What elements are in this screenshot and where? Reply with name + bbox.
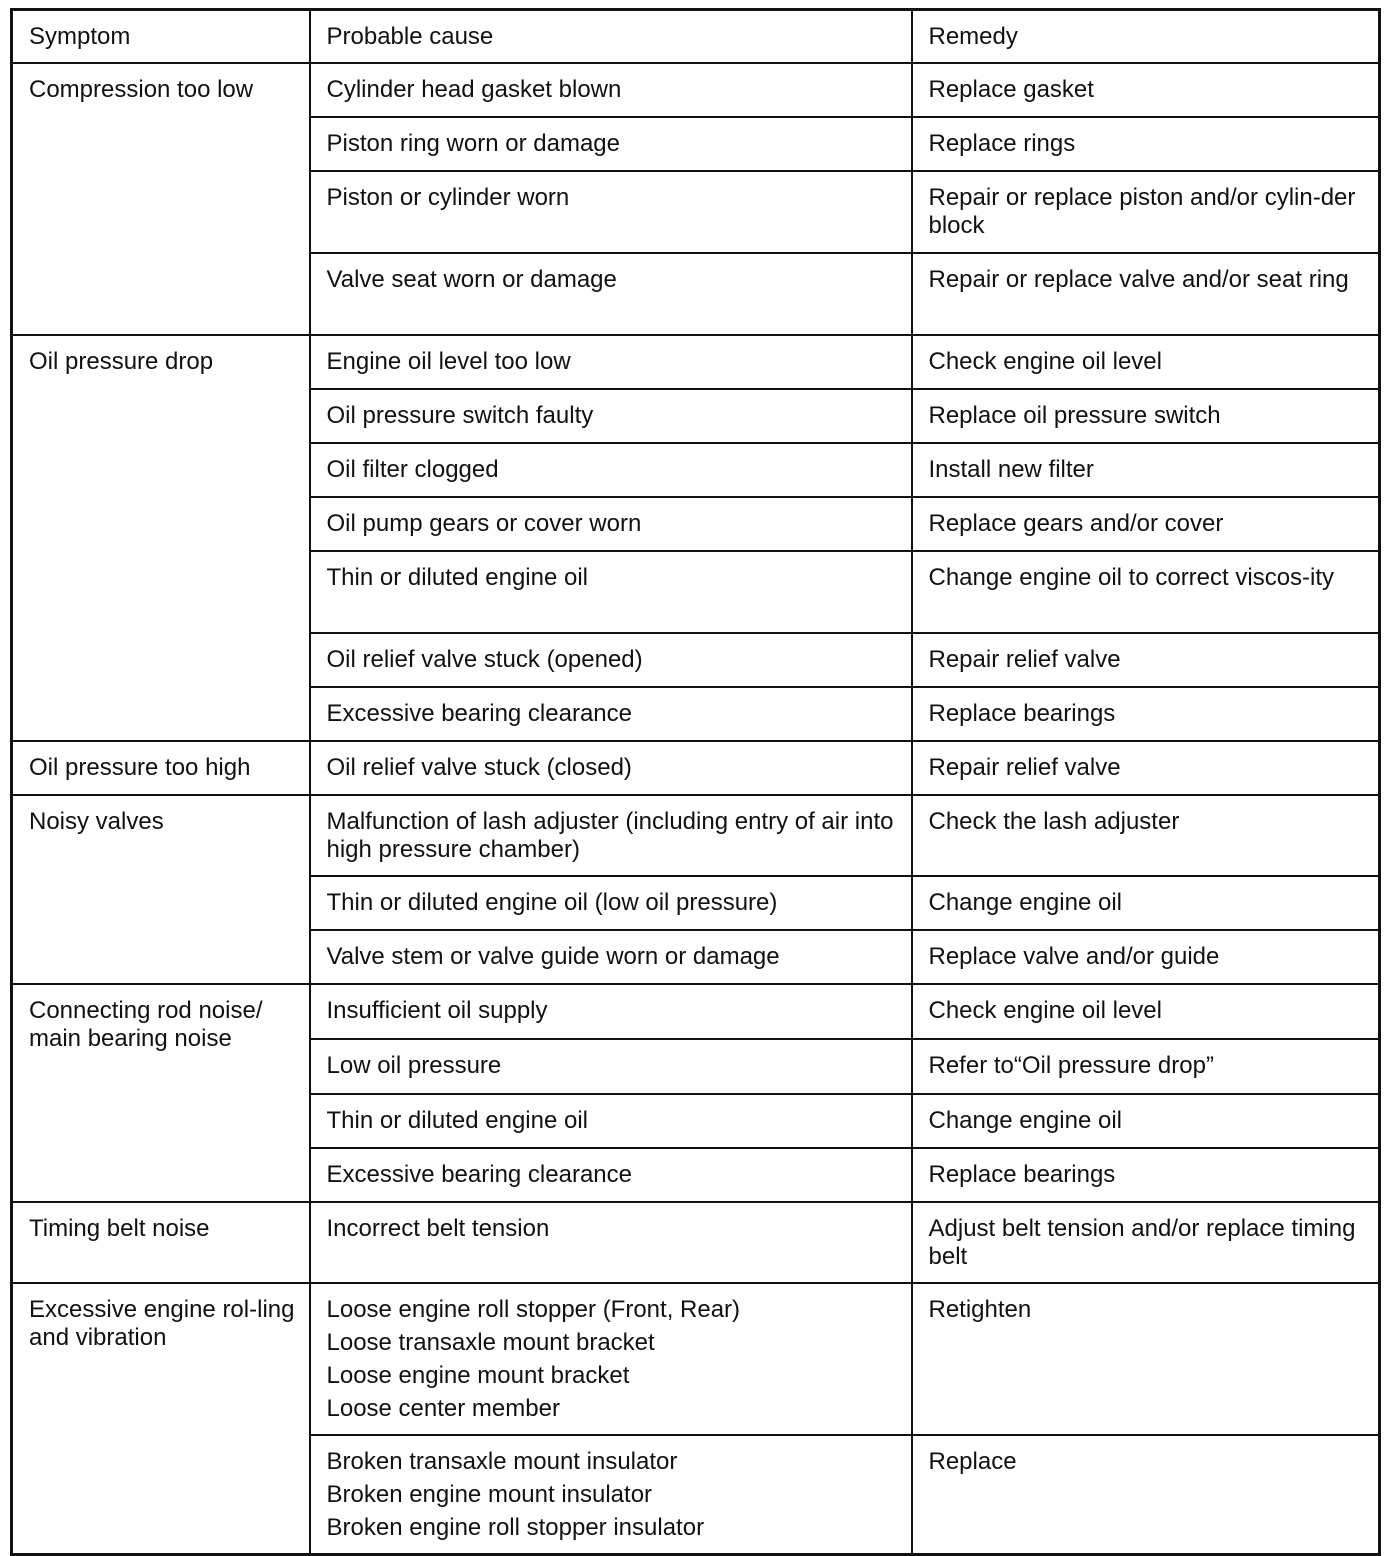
table-row [12, 795, 1380, 876]
cause-cell: Cylinder head gasket blown [310, 63, 912, 117]
troubleshooting-sheet [10, 8, 1378, 1549]
cause-cell: Valve seat worn or damage [310, 253, 912, 335]
troubleshooting-table [10, 8, 1381, 1556]
cause-cell: Low oil pressure [310, 1039, 912, 1094]
cause-cell: Incorrect belt tension [310, 1202, 912, 1283]
symptom-cell: Oil pressure drop [12, 335, 310, 741]
symptom-cell: Connecting rod noise/ main bearing noise [12, 984, 310, 1202]
table-row [12, 1202, 1380, 1283]
remedy-cell: Change engine oil [912, 1094, 1380, 1148]
cause-cell: Oil pump gears or cover worn [310, 497, 912, 551]
remedy-cell: Change engine oil [912, 876, 1380, 930]
cause-cell: Oil relief valve stuck (closed) [310, 741, 912, 795]
symptom-cell: Oil pressure too high [12, 741, 310, 795]
table-row [12, 984, 1380, 1039]
remedy-cell: Repair relief valve [912, 741, 1380, 795]
cause-cell: Oil filter clogged [310, 443, 912, 497]
cause-cell: Excessive bearing clearance [310, 687, 912, 741]
cause-cell: Thin or diluted engine oil [310, 1094, 912, 1148]
cause-line: Broken transaxle mount insulator [326, 1447, 678, 1475]
remedy-cell: Repair or replace valve and/or seat ring [912, 253, 1380, 335]
cause-cell: Excessive bearing clearance [310, 1148, 912, 1202]
remedy-cell: Refer to“Oil pressure drop” [912, 1039, 1380, 1094]
cause-line: Loose engine mount bracket [326, 1361, 630, 1389]
table-row [12, 741, 1380, 795]
remedy-cell: Replace valve and/or guide [912, 930, 1380, 984]
cause-cell: Thin or diluted engine oil (low oil pressure) [310, 876, 912, 930]
table-row [12, 63, 1380, 117]
remedy-cell: Replace [912, 1435, 1380, 1555]
remedy-cell: Replace oil pressure switch [912, 389, 1380, 443]
cause-cell: Thin or diluted engine oil [310, 551, 912, 633]
remedy-cell: Replace gasket [912, 63, 1380, 117]
remedy-cell: Check engine oil level [912, 335, 1380, 389]
remedy-cell: Adjust belt tension and/or replace timing belt [912, 1202, 1380, 1283]
cause-cell: Piston ring worn or damage [310, 117, 912, 171]
table-row [12, 335, 1380, 389]
cause-cell: Oil pressure switch faulty [310, 389, 912, 443]
symptom-cell: Excessive engine rol-ling and vibration [12, 1283, 310, 1555]
cause-line: Loose transaxle mount bracket [326, 1328, 655, 1356]
header-symptom: Symptom [12, 10, 310, 63]
cause-cell: Engine oil level too low [310, 335, 912, 389]
remedy-cell: Replace bearings [912, 1148, 1380, 1202]
cause-cell [310, 1435, 912, 1555]
remedy-cell: Check the lash adjuster [912, 795, 1380, 876]
cause-cell: Malfunction of lash adjuster (including entry of air into high pressure chamber) [310, 795, 912, 876]
cause-cell: Oil relief valve stuck (opened) [310, 633, 912, 687]
cause-line: Loose center member [326, 1394, 560, 1422]
remedy-cell: Repair or replace piston and/or cylin-der block [912, 171, 1380, 253]
remedy-cell: Replace rings [912, 117, 1380, 171]
remedy-cell: Repair relief valve [912, 633, 1380, 687]
symptom-cell: Compression too low [12, 63, 310, 335]
table-row [12, 1283, 1380, 1435]
cause-line: Broken engine roll stopper insulator [326, 1513, 705, 1541]
cause-line: Broken engine mount insulator [326, 1480, 653, 1508]
symptom-cell: Timing belt noise [12, 1202, 310, 1283]
header-row [12, 10, 1380, 63]
header-remedy: Remedy [912, 10, 1380, 63]
cause-line: Loose engine roll stopper (Front, Rear) [326, 1295, 741, 1323]
remedy-cell: Check engine oil level [912, 984, 1380, 1039]
cause-cell: Valve stem or valve guide worn or damage [310, 930, 912, 984]
header-probable-cause: Probable cause [310, 10, 912, 63]
cause-cell: Insufficient oil supply [310, 984, 912, 1039]
cause-cell: Piston or cylinder worn [310, 171, 912, 253]
remedy-cell: Replace gears and/or cover [912, 497, 1380, 551]
remedy-cell: Install new filter [912, 443, 1380, 497]
remedy-cell: Replace bearings [912, 687, 1380, 741]
cause-cell [310, 1283, 912, 1435]
remedy-cell: Retighten [912, 1283, 1380, 1435]
symptom-cell: Noisy valves [12, 795, 310, 984]
remedy-cell: Change engine oil to correct viscos-ity [912, 551, 1380, 633]
